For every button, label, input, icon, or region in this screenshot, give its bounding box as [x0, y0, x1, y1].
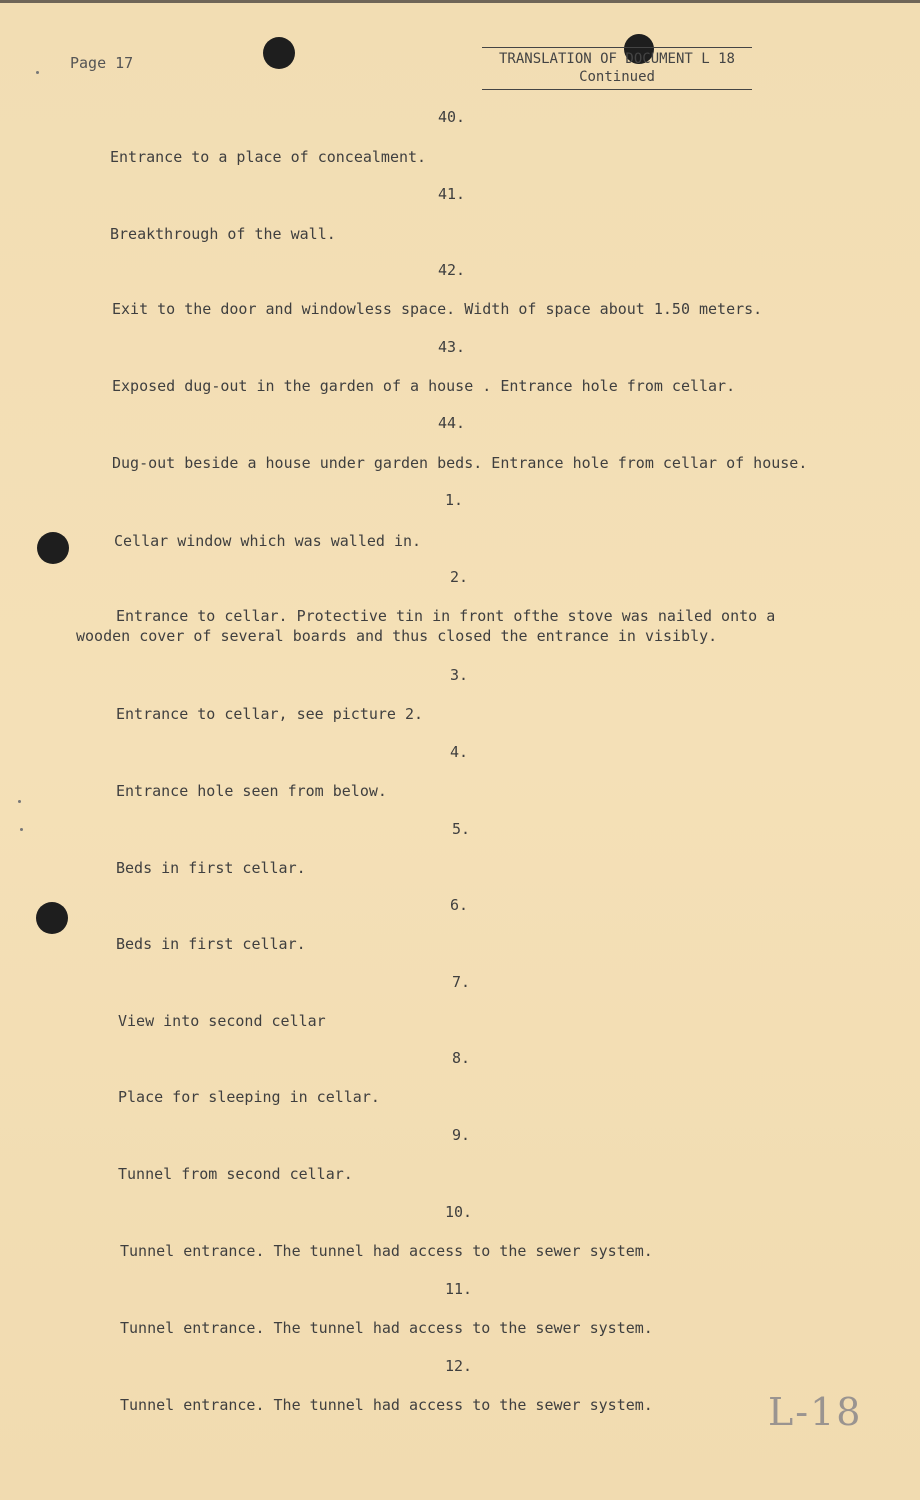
entry-number: 12. — [445, 1357, 473, 1375]
entry-number: 4. — [450, 743, 469, 761]
entry-number: 44. — [438, 414, 466, 432]
entry-caption: Tunnel entrance. The tunnel had access to the sewer system. — [120, 1319, 653, 1337]
entry-caption: Dug-out beside a house under garden beds. Entrance hole from cellar of house. — [112, 454, 808, 472]
entry-caption: Beds in first cellar. — [116, 859, 306, 877]
handwritten-document-mark: L-18 — [768, 1390, 863, 1434]
entry-number: 42. — [438, 261, 466, 279]
entry-number: 7. — [452, 973, 471, 991]
entry-caption: Exposed dug-out in the garden of a house . Entrance hole from cellar. — [112, 377, 736, 395]
entry-caption: Entrance to cellar, see picture 2. — [116, 705, 424, 723]
entry-caption: Tunnel entrance. The tunnel had access to the sewer system. — [120, 1396, 653, 1414]
entry-caption: Cellar window which was walled in. — [114, 532, 422, 550]
document-subtitle: Continued — [579, 69, 655, 85]
entry-number: 5. — [452, 820, 471, 838]
entry-caption: Breakthrough of the wall. — [110, 225, 336, 243]
page-number: Page 17 — [70, 54, 134, 72]
entry-caption: Tunnel entrance. The tunnel had access to the sewer system. — [120, 1242, 653, 1260]
entry-caption: Tunnel from second cellar. — [118, 1165, 353, 1183]
entry-caption: Entrance hole seen from below. — [116, 782, 387, 800]
entry-caption: View into second cellar — [118, 1012, 326, 1030]
entry-number: 3. — [450, 666, 469, 684]
entry-caption: Entrance to cellar. Protective tin in front ofthe stove was nailed onto a — [116, 607, 776, 625]
document-title: TRANSLATION OF DOCUMENT L 18 — [498, 51, 735, 67]
entry-caption-continued: wooden cover of several boards and thus closed the entrance in visibly. — [76, 627, 718, 645]
entry-caption: Entrance to a place of concealment. — [110, 148, 427, 166]
entry-number: 1. — [445, 491, 464, 509]
entry-number: 10. — [445, 1203, 473, 1221]
entry-number: 11. — [445, 1280, 473, 1298]
entry-number: 9. — [452, 1126, 471, 1144]
entry-number: 8. — [452, 1049, 471, 1067]
entry-caption: Exit to the door and windowless space. Width of space about 1.50 meters. — [112, 300, 763, 318]
entry-number: 40. — [438, 108, 466, 126]
entry-number: 43. — [438, 338, 466, 356]
entry-caption: Beds in first cellar. — [116, 935, 306, 953]
entry-number: 6. — [450, 896, 469, 914]
entry-number: 2. — [450, 568, 469, 586]
entry-number: 41. — [438, 185, 466, 203]
entry-caption: Place for sleeping in cellar. — [118, 1088, 380, 1106]
